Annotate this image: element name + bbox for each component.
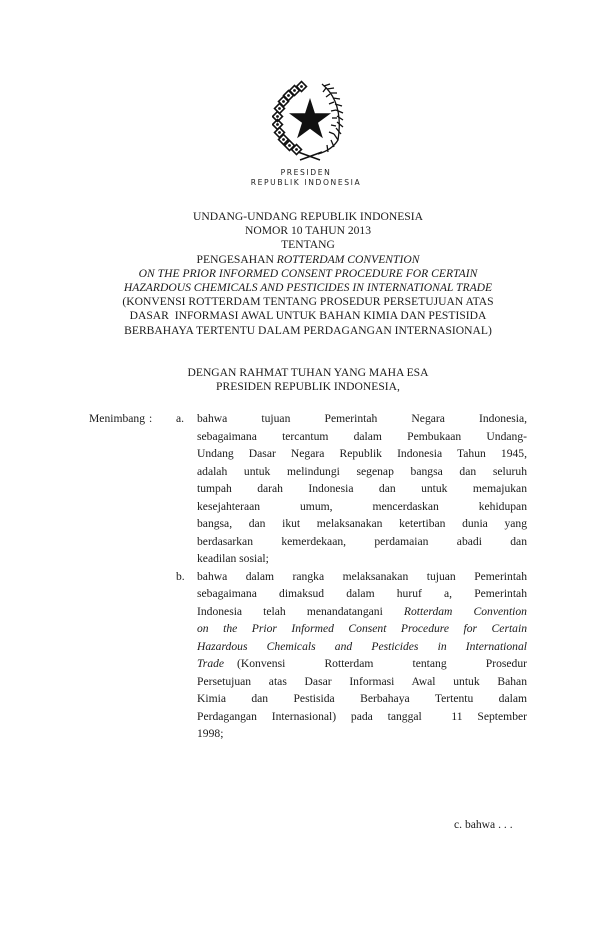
presidential-emblem-icon: [272, 80, 348, 162]
title-line: BERBAHAYA TERTENTU DALAM PERDAGANGAN INTERNASIONAL): [124, 323, 492, 337]
text-line: [197, 655, 527, 673]
title-line: ON THE PRIOR INFORMED CONSENT PROCEDURE FOR CERTAIN: [138, 266, 478, 280]
item-letter: b.: [176, 569, 185, 583]
convention-name: Trade: [197, 657, 225, 670]
item-letter: a.: [176, 412, 185, 425]
word: (Konvensi: [237, 657, 286, 670]
title-line: HAZARDOUS CHEMICALS AND PESTICIDES IN INTERNATIONAL TRADE: [123, 281, 493, 295]
preamble-line: PRESIDEN REPUBLIK INDONESIA,: [216, 380, 400, 394]
office-country: REPUBLIK INDONESIA: [250, 178, 362, 187]
preamble: [60, 366, 556, 394]
text-line: Perdagangan Internasional) pada tanggal 11 September: [197, 709, 527, 723]
text-line: Hazardous Chemicals and Pesticides in International: [197, 639, 527, 653]
title-line: DASAR INFORMASI AWAL UNTUK BAHAN KIMIA DAN PESTISIDA: [129, 309, 487, 323]
title-convention: ROTTERDAM CONVENTION: [276, 252, 420, 266]
menimbang-item-a: [197, 410, 527, 568]
word: tentang: [412, 657, 447, 670]
title-line: TENTANG: [281, 238, 335, 252]
text-line: bangsa, dan ikut melaksanakan ketertiban dunia yang: [197, 517, 527, 530]
word: Prosedur: [485, 657, 527, 670]
text-line: bahwa dalam rangka melaksanakan tujuan Pemerintah: [197, 569, 527, 583]
text-line: keadilan sosial;: [197, 552, 269, 565]
office-title: PRESIDEN: [280, 168, 332, 177]
text-line: on the Prior Informed Consent Procedure for Certain: [197, 622, 527, 635]
text-line: sebagaimana dimaksud dalam huruf a, Pemerintah: [197, 587, 527, 600]
preamble-line: DENGAN RAHMAT TUHAN YANG MAHA ESA: [187, 366, 429, 379]
title-line: (KONVENSI ROTTERDAM TENTANG PROSEDUR PERSETUJUAN ATAS: [122, 295, 494, 309]
document-title: [60, 210, 556, 338]
text-line: bahwa tujuan Pemerintah Negara Indonesia,: [197, 412, 527, 425]
title-prefix: PENGESAHAN: [196, 252, 277, 266]
text-line: Undang Dasar Negara Republik Indonesia Tahun 1945,: [197, 447, 527, 460]
text-line: Kimia dan Pestisida Berbahaya Tertentu dalam: [197, 692, 527, 705]
text-line: Persetujuan atas Dasar Informasi Awal untuk Bahan: [197, 674, 527, 688]
text-line: adalah untuk melindungi segenap bangsa dan seluruh: [197, 464, 527, 478]
text-line: [197, 603, 527, 621]
title-line: UNDANG-UNDANG REPUBLIK INDONESIA: [193, 210, 423, 223]
office-header: [0, 168, 612, 188]
text-run: [237, 655, 527, 673]
section-colon: :: [149, 412, 153, 425]
text-line: 1998;: [197, 727, 224, 740]
section-label: Menimbang: [89, 412, 146, 425]
convention-name: Rotterdam Convention: [403, 604, 527, 618]
page-continuation: c. bahwa . . .: [454, 818, 513, 831]
menimbang-item-b: [197, 568, 527, 743]
text-line: berdasarkan kemerdekaan, perdamaian abadi dan: [197, 534, 527, 548]
text-line: tumpah darah Indonesia dan untuk memajukan: [197, 482, 527, 495]
title-number: NOMOR 10 TAHUN 2013: [244, 224, 372, 238]
title-line: [60, 253, 556, 267]
text-line: sebagaimana tercantum dalam Pembukaan Undang-: [197, 429, 527, 443]
text-line: kesejahteraan umum, mencerdaskan kehidupan: [197, 499, 527, 513]
word: Rotterdam: [324, 657, 374, 670]
text-run: Indonesia telah menandatangani: [197, 604, 404, 618]
